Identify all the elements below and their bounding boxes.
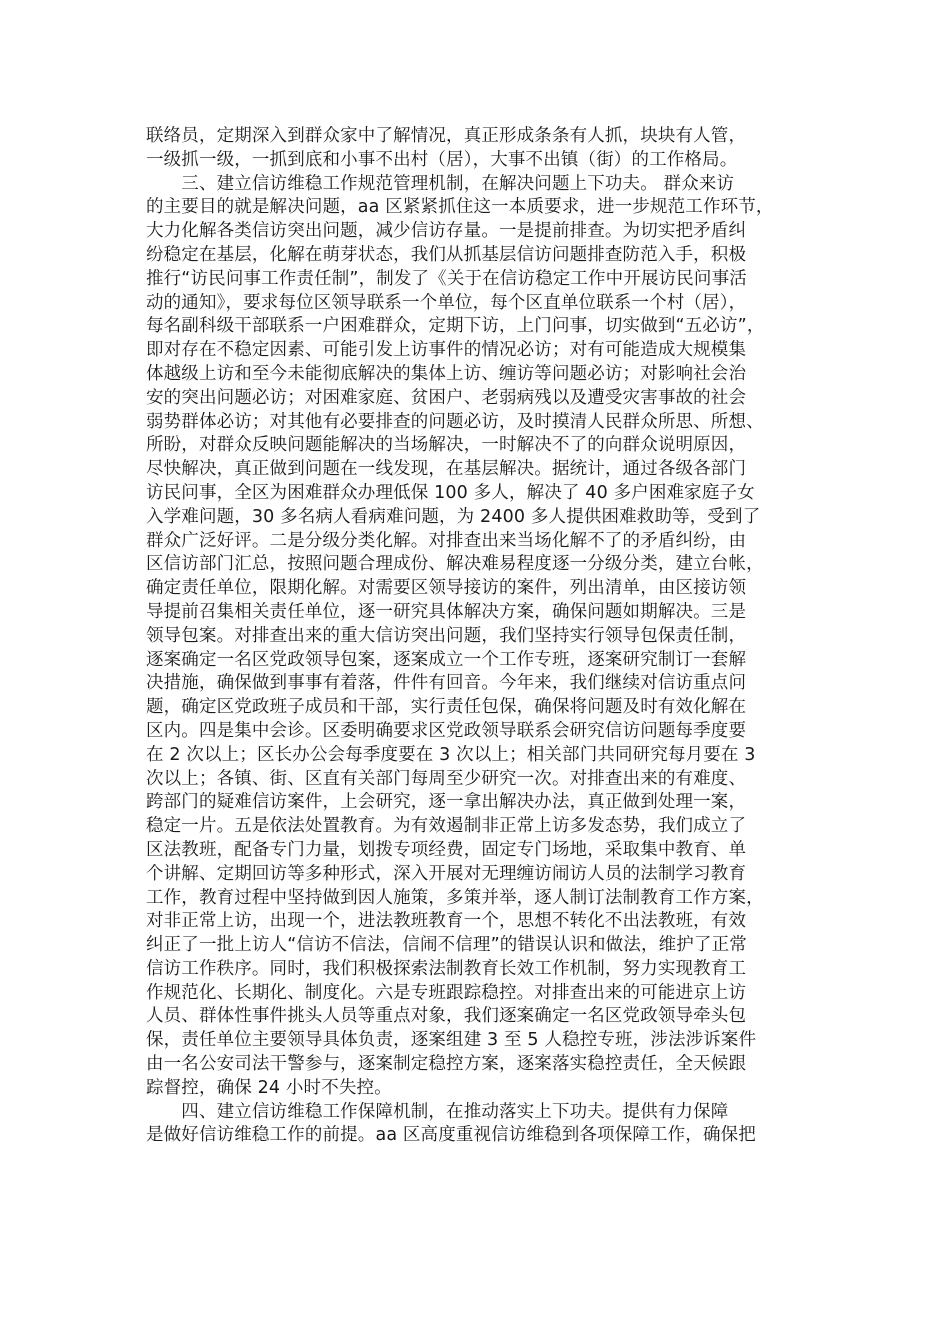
- text-line: 所盼，对群众反映问题能解决的当场解决，一时解决不了的向群众说明原因，: [146, 435, 747, 456]
- text-line: 的主要目的就是解决问题，aa 区紧紧抓住这一本质要求，进一步规范工作环节，: [146, 197, 774, 218]
- text-line: 题，确定区党政班子成员和干部，实行责任包保，确保将问题及时有效化解在: [146, 697, 747, 718]
- text-line: 大力化解各类信访突出问题，减少信访存量。一是提前排查。为切实把矛盾纠: [146, 221, 747, 242]
- text-line: 尽快解决，真正做到问题在一线发现，在基层解决。据统计，通过各级各部门: [146, 459, 747, 480]
- text-line: 即对存在不稳定因素、可能引发上访事件的情况必访；对有可能造成大规模集: [146, 340, 747, 361]
- text-line: 领导包案。对排查出来的重大信访突出问题，我们坚持实行领导包保责任制，: [146, 625, 747, 646]
- text-line: 区法教班，配备专门力量，划拨专项经费，固定专门场地，采取集中教育、单: [146, 839, 747, 860]
- text-line: 确定责任单位，限期化解。对需要区领导接访的案件，列出清单，由区接访领: [146, 578, 747, 599]
- text-line: 由一名公安司法干警参与，逐案制定稳控方案，逐案落实稳控责任，全天候跟: [146, 1054, 747, 1075]
- text-line: 一级抓一级，一抓到底和小事不出村（居），大事不出镇（街）的工作格局。: [146, 149, 738, 170]
- text-line: 保，责任单位主要领导具体负责，逐案组建 3 至 5 人稳控专班，涉法涉诉案件: [146, 1030, 757, 1051]
- text-line: 纠正了一批上访人“信访不信法，信闹不信理”的错误认识和做法，维护了正常: [146, 935, 747, 956]
- text-line: 群众广泛好评。二是分级分类化解。对排查出来当场化解不了的矛盾纠纷，由: [146, 530, 747, 551]
- text-line: 每名副科级干部联系一户困难群众，定期下访，上门问事，切实做到“五必访”，: [146, 316, 765, 337]
- text-line: 入学难问题，30 多名病人看病难问题，为 2400 多人提供困难救助等，受到了: [146, 506, 761, 527]
- text-line: 三、建立信访维稳工作规范管理机制，在解决问题上下功夫。 群众来访: [146, 173, 735, 194]
- text-line: 作规范化、长期化、制度化。六是专班跟踪稳控。对排查出来的可能进京上访: [146, 982, 747, 1003]
- text-line: 稳定一片。五是依法处置教育。为有效遏制非正常上访多发态势，我们成立了: [146, 816, 747, 837]
- text-line: 体越级上访和至今未能彻底解决的集体上访、缠访等问题必访；对影响社会治: [146, 363, 747, 384]
- text-line: 个讲解、定期回访等多种形式，深入开展对无理缠访闹访人员的法制学习教育: [146, 863, 747, 884]
- text-line: 决措施，确保做到事事有着落，件件有回音。今年来，我们继续对信访重点问: [146, 673, 747, 694]
- text-line: 在 2 次以上；区长办公会每季度要在 3 次以上；相关部门共同研究每月要在 3: [146, 744, 756, 765]
- body-text: [146, 125, 814, 1148]
- text-line: 纷稳定在基层，化解在萌芽状态，我们从抓基层信访问题排查防范入手，积极: [146, 244, 747, 265]
- text-line: 是做好信访维稳工作的前提。aa 区高度重视信访维稳到各项保障工作，确保把: [146, 1125, 756, 1146]
- text-line: 推行“访民问事工作责任制”，制发了《关于在信访稳定工作中开展访民问事活: [146, 268, 747, 289]
- text-line: 导提前召集相关责任单位，逐一研究具体解决方案，确保问题如期解决。三是: [146, 601, 747, 622]
- text-line: 区信访部门汇总，按照问题合理成份、解决难易程度逐一分级分类，建立台帐，: [146, 554, 764, 575]
- text-line: 弱势群体必访；对其他有必要排查的问题必访，及时摸清人民群众所思、所想、: [146, 411, 764, 432]
- text-line: 动的通知》，要求每位区领导联系一个单位，每个区直单位联系一个村（居），: [146, 292, 747, 313]
- text-line: 区内。四是集中会诊。区委明确要求区党政领导联系会研究信访问题每季度要: [146, 720, 747, 741]
- text-line: 逐案确定一名区党政领导包案，逐案成立一个工作专班，逐案研究制订一套解: [146, 649, 747, 670]
- text-line: 工作，教育过程中坚持做到因人施策，多策并举，逐人制订法制教育工作方案，: [146, 887, 764, 908]
- text-line: 信访工作秩序。同时，我们积极探索法制教育长效工作机制，努力实现教育工: [146, 958, 747, 979]
- text-line: 访民问事，全区为困难群众办理低保 100 多人，解决了 40 多户困难家庭子女: [146, 482, 755, 503]
- text-line: 安的突出问题必访；对困难家庭、贫困户、老弱病残以及遭受灾害事故的社会: [146, 387, 747, 408]
- text-line: 联络员，定期深入到群众家中了解情况，真正形成条条有人抓，块块有人管，: [146, 126, 747, 146]
- text-line: 次以上；各镇、街、区直有关部门每周至少研究一次。对排查出来的有难度、: [146, 768, 747, 789]
- text-line: 跨部门的疑难信访案件，上会研究，逐一拿出解决办法，真正做到处理一案，: [146, 792, 747, 813]
- text-line: 人员、群体性事件挑头人员等重点对象，我们逐案确定一名区党政领导牵头包: [146, 1006, 747, 1027]
- text-line: 对非正常上访，出现一个，进法教班教育一个，思想不转化不出法教班，有效: [146, 911, 747, 932]
- text-line: 四、建立信访维稳工作保障机制，在推动落实上下功夫。提供有力保障: [146, 1101, 729, 1122]
- text-line: 踪督控，确保 24 小时不失控。: [146, 1077, 392, 1098]
